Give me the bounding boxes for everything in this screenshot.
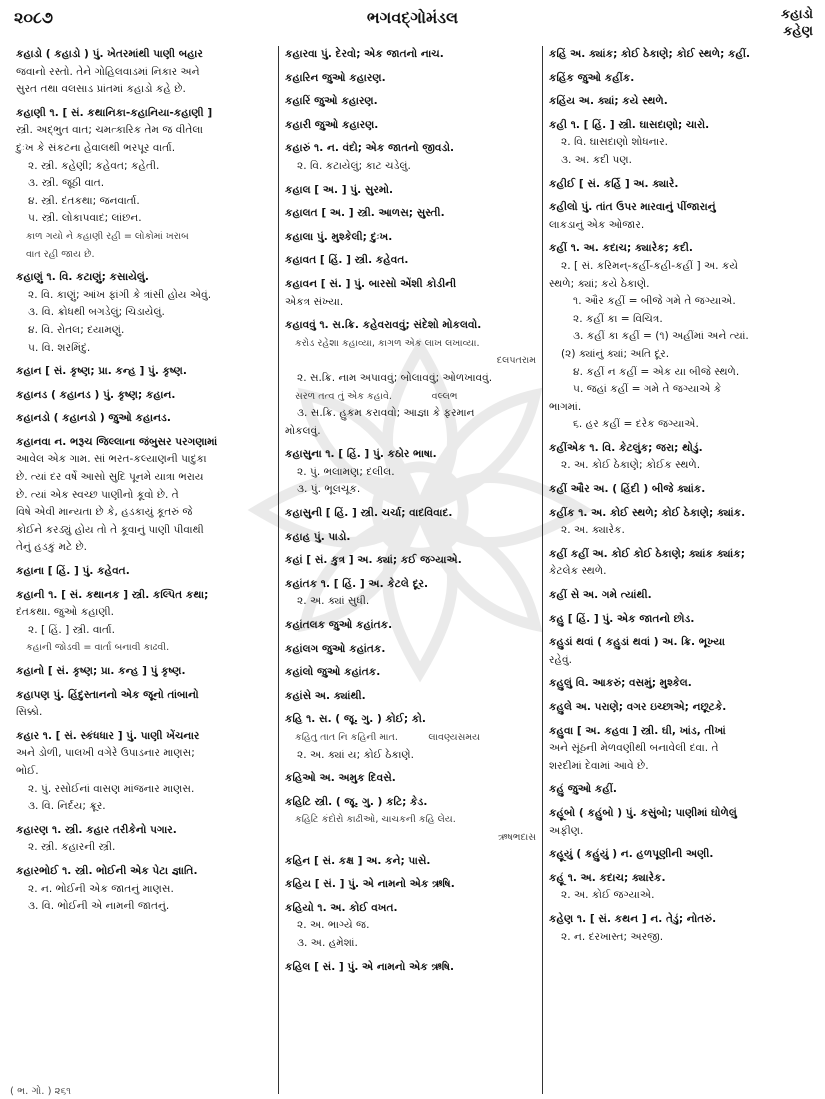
entry-headword-line: કહાસુની [ હિં. ] સ્ત્રી. ચર્ચા; વાદવિવાદ. bbox=[285, 507, 453, 520]
entry-headword-line: કહાનડ ( કહાનડ ) પું. કૃષ્ણ; કહાન. bbox=[16, 388, 176, 401]
entry-headword-line: કહૂંબો ( કહુંબો ) પું. કસુંબો; પાણીમાં ઘોળેલું bbox=[549, 806, 737, 819]
entry-headword-line: કહાહ પું. પાડો. bbox=[285, 530, 351, 543]
column-2 bbox=[278, 46, 542, 1094]
entry-headword-line: કહુલું વિ. આકરું; વસમું; મુશ્કેલ. bbox=[549, 677, 692, 690]
entry-line: તેનું હડકું મટે છે. bbox=[16, 541, 88, 554]
entry-line: ૨. પું. રસોઈનાં વાસણ માંજનાર માણસ. bbox=[28, 782, 195, 795]
entry-headword-line: કહાંતક ૧. [ હિં. ] અ. કેટલે દૂર. bbox=[285, 577, 429, 590]
dictionary-entry bbox=[549, 805, 809, 840]
dictionary-entry bbox=[16, 563, 272, 581]
entry-headword-line: કહાવન [ સં. ] પું. બારસો એંશી કોડીની bbox=[285, 277, 457, 290]
entry-headword-line: કહાનવા ન. ભરૂચ જિલ્લાના જંબુસર પરગણામાં bbox=[16, 435, 218, 448]
entry-headword-line: કહારી જુઓ કહારણ. bbox=[285, 118, 379, 131]
dictionary-entry bbox=[16, 410, 272, 428]
entry-headword-line: કહાસુના ૧. [ હિં. ] પું. કઠોર ભાષા. bbox=[285, 448, 437, 461]
dictionary-entry bbox=[285, 93, 536, 111]
dictionary-entry bbox=[549, 70, 809, 88]
dictionary-entry bbox=[285, 446, 536, 499]
dictionary-entry bbox=[549, 870, 809, 905]
page-footer: ( ભ. ગો. ) ૨૬૧ bbox=[10, 1086, 72, 1097]
entry-line: ૩. પું. ભૂલચૂક. bbox=[297, 483, 361, 496]
entry-headword-line: કહાવત [ હિં. ] સ્ત્રી. કહેવત. bbox=[285, 254, 409, 267]
entry-line: (૨) ક્યાંનું ક્યાં; અતિ દૂર. bbox=[561, 347, 670, 360]
entry-line: અને સૂંઠની મેળવણીથી બનાવેલી દવા. તે bbox=[549, 742, 719, 755]
entry-line: ૩. સ્ત્રી. જૂઠી વાત. bbox=[28, 177, 105, 190]
entry-headword-line: કહિ ૧. સ. ( જૂ. ગુ. ) કોઈ; કો. bbox=[285, 713, 426, 726]
entry-line: છે. ત્યાં દર વર્ષે આસો સુદિ પૂનમે યાત્રા ભરાય bbox=[16, 471, 204, 484]
dictionary-entry bbox=[549, 723, 809, 776]
entry-line: સરળ તત્વ તું એક કહાવે. વલ્લભ bbox=[295, 390, 458, 402]
entry-line: ૩. સ.ક્રિ. હુકમ કરાવવો; આજ્ઞા કે ફરમાન bbox=[297, 407, 475, 420]
entry-headword-line: કહીંએક ૧. વિ. કેટલુંક; જરા; થોડું. bbox=[549, 441, 703, 454]
entry-headword-line: કહાંતલક જુઓ કહાંતક. bbox=[285, 619, 393, 632]
entry-line: ૪. સ્ત્રી. દંતકથા; જનવાર્તા. bbox=[28, 194, 140, 207]
dictionary-entry bbox=[285, 317, 536, 440]
dictionary-entry bbox=[549, 199, 809, 234]
entry-headword-line: કહારિં જુઓ કહારણ. bbox=[285, 95, 378, 108]
entry-line: રહેવું. bbox=[549, 653, 572, 666]
page-number: ૨૦૮૭ bbox=[14, 8, 53, 27]
entry-headword-line: કહાનો [ સં. કૃષ્ણ; પ્રા. કન્હ ] પું કૃષ્ણ. bbox=[16, 665, 186, 677]
entry-headword-line: કહીલો પું. તાંત ઉપર મારવાનું પીંજારાનું bbox=[549, 201, 716, 214]
entry-headword-line: કહિંક જુઓ કહીંક. bbox=[549, 71, 635, 84]
column-1 bbox=[10, 46, 278, 1094]
entry-line: દંતકથા. જુઓ કહાણી. bbox=[16, 606, 114, 619]
dictionary-entry bbox=[16, 387, 272, 405]
entry-line: ૨. કહીં કા = વિચિત્ર. bbox=[573, 312, 663, 325]
entry-line: દલપતરામ bbox=[496, 355, 536, 367]
entry-headword-line: કહાણી ૧. [ સં. કથાનિકા-કહાનિયા-કહાણી ] bbox=[16, 106, 213, 119]
entry-line: ભોઈ. bbox=[16, 764, 39, 777]
dictionary-entry bbox=[285, 182, 536, 200]
dictionary-entry bbox=[16, 587, 272, 657]
dictionary-entry bbox=[16, 269, 272, 357]
dictionary-entry bbox=[549, 481, 809, 499]
entry-line: કહાની જોડવી = વાર્તા બનાવી કાઢવી. bbox=[26, 642, 170, 654]
entry-line: ૩. વિ. ભોઈની એ નામની જાતનું. bbox=[28, 900, 170, 913]
entry-headword-line: કહુ [ હિં. ] પું. એક જાતનો છોડ. bbox=[549, 612, 695, 625]
dictionary-entry bbox=[285, 688, 536, 706]
entry-line: ૨. ન. ભોઈની એક જાતનું માણસ. bbox=[28, 882, 174, 895]
dictionary-entry bbox=[16, 663, 272, 681]
entry-headword-line: કહિય [ સં. ] પું. એ નામનો એક ઋષિ. bbox=[285, 878, 455, 891]
entry-line: ૩. અ. હમેશાં. bbox=[297, 936, 358, 949]
dictionary-entry bbox=[549, 46, 809, 64]
entry-headword-line: કહાનડો ( કહાનડો ) જુઓ કહાનડ. bbox=[16, 412, 171, 425]
entry-line: ૩. અ. કદી પણ. bbox=[561, 153, 632, 166]
dictionary-entry bbox=[549, 587, 809, 605]
entry-line: ૨. અ. ભાગ્યે જ. bbox=[297, 919, 370, 932]
entry-line: ૨. પું. ભલામણ; દલીલ. bbox=[297, 465, 395, 478]
dictionary-entry bbox=[285, 505, 536, 523]
dictionary-entry bbox=[285, 529, 536, 547]
entry-headword-line: કહાણું ૧. વિ. કટાણું; કસાયેલું. bbox=[16, 271, 149, 284]
dictionary-entry bbox=[549, 781, 809, 799]
dictionary-entry bbox=[285, 205, 536, 223]
entry-line: ૨. ન. દરખાસ્ત; અરજી. bbox=[561, 930, 664, 943]
entry-line: કાળ ગયો ને કહાણી રહી = લોકોમાં ખરાબ bbox=[26, 230, 189, 242]
entry-headword-line: કહીંક ૧. અ. કોઈ સ્થળે; કોઈ ઠેકાણે; ક્યાંક. bbox=[549, 506, 746, 519]
dictionary-columns bbox=[10, 46, 815, 1094]
dictionary-entry bbox=[285, 900, 536, 953]
entry-headword-line: કહાની ૧. [ સં. કથાનક ] સ્ત્રી. કલ્પિત કથા; bbox=[16, 588, 209, 601]
dictionary-entry bbox=[549, 911, 809, 946]
entry-line: ૨. સ્ત્રી. કહારની સ્ત્રી. bbox=[28, 841, 116, 854]
dictionary-entry bbox=[549, 675, 809, 693]
entry-line: કેટલેક સ્થળે. bbox=[549, 565, 607, 578]
entry-line: વાત રહી જાય છે. bbox=[26, 248, 95, 260]
dictionary-entry bbox=[285, 876, 536, 894]
entry-line: ૨. સ્ત્રી. કહેણી; કહેવત; કહેતી. bbox=[28, 159, 160, 172]
dictionary-entry bbox=[285, 229, 536, 247]
dictionary-entry bbox=[285, 711, 536, 764]
entry-line: ૫. જહાં કહીં = ગમે તે જગ્યાએ કે bbox=[573, 383, 722, 396]
dictionary-entry bbox=[285, 576, 536, 611]
entry-headword-line: કહિલ [ સં. ] પું. એ નામનો એક ઋષિ. bbox=[285, 960, 455, 973]
guide-word-first: કહાડો bbox=[781, 7, 813, 22]
entry-line: દુઃખ કે સંકટના હેવાલથી ભરપૂર વાર્તા. bbox=[16, 141, 176, 154]
entry-line: ૨. વિ. ઘાસદાણો શોધનાર. bbox=[561, 136, 669, 149]
entry-line: ૩. કહીં કા કહીં = (૧) અહીંમાં અને ત્યાં. bbox=[573, 330, 749, 343]
entry-line: ૬. હર કહીં = દરેક જગ્યાએ. bbox=[573, 418, 699, 431]
entry-headword-line: કહારું ૧. ન. વંદો; એક જાતનો જીવડો. bbox=[285, 142, 455, 155]
dictionary-entry bbox=[549, 93, 809, 111]
entry-headword-line: કહીં ઔર અ. ( હિંદી ) બીજે ક્યાંક. bbox=[549, 483, 706, 496]
entry-headword-line: કહુડાં થવાં ( કહુડાં થવાં ) અ. ક્રિ. ભૂખ્યા bbox=[549, 636, 725, 649]
dictionary-entry bbox=[549, 634, 809, 669]
entry-headword-line: કહાંલો જુઓ કહાંતક. bbox=[285, 666, 381, 679]
entry-line: સિક્કો. bbox=[16, 706, 43, 719]
entry-headword-line: કહારણ ૧. સ્ત્રી. કહાર તરીકેનો પગાર. bbox=[16, 823, 177, 836]
entry-line: ૨. અ. ક્યારેક. bbox=[561, 524, 625, 537]
entry-headword-line: કહિંય અ. ક્યાં; કયે સ્થળે. bbox=[549, 95, 668, 108]
dictionary-entry bbox=[16, 728, 272, 816]
entry-headword-line: કહાલત [ અ. ] સ્ત્રી. આળસ; સુસ્તી. bbox=[285, 207, 445, 220]
entry-line: ૨. અ. ક્યાં સુધી. bbox=[297, 595, 370, 608]
entry-line: કહિટિ કંદોરો કાઢીઓ, ચાચકની કહિ લેય. bbox=[295, 814, 456, 826]
entry-line: ૨. અ. કોઈ જગ્યાએ. bbox=[561, 889, 655, 902]
entry-line: ૨. અ. કોઈ ઠેકાણે; કોઈક સ્થળે. bbox=[561, 459, 701, 472]
entry-line: સુરત તથા વલસાડ પ્રાંતમાં કહાડો કહે છે. bbox=[16, 83, 186, 96]
entry-line: ૪. વિ. રોતલ; દયામણું. bbox=[28, 323, 125, 336]
entry-line: લાકડાનું એક ઓજાર. bbox=[549, 218, 645, 231]
entry-headword-line: કહારભોઈ ૧. સ્ત્રી. ભોઈની એક પેટા જ્ઞાતિ. bbox=[16, 864, 198, 877]
entry-headword-line: કહું જુઓ કહીં. bbox=[549, 783, 617, 796]
entry-line: મોકલવું. bbox=[285, 424, 321, 437]
entry-headword-line: કહિન [ સં. કક્ષ ] અ. કને; પાસે. bbox=[285, 854, 431, 867]
entry-line: ૨. વિ. કટાયેલું; કાટ ચડેલું. bbox=[297, 159, 411, 172]
entry-headword-line: કહૂં ૧. અ. કદાચ; ક્યારેક. bbox=[549, 871, 666, 884]
dictionary-entry bbox=[549, 240, 809, 434]
dictionary-entry bbox=[16, 363, 272, 381]
dictionary-entry bbox=[549, 176, 809, 194]
dictionary-entry bbox=[16, 46, 272, 99]
entry-line: ૨. [ સં. કરિમન્-કર્હી-કહી-કહીં ] અ. કયે bbox=[561, 259, 739, 272]
entry-headword-line: કહારિન જુઓ કહારણ. bbox=[285, 71, 386, 84]
entry-headword-line: કહાં [ સં. કુત્ર ] અ. ક્યાં; કઈ જગ્યાએ. bbox=[285, 554, 462, 567]
entry-headword-line: કહિં અ. ક્યાંક; કોઈ ઠેકાણે; કોઈ સ્થળે; કહીં. bbox=[549, 48, 751, 60]
dictionary-entry bbox=[549, 699, 809, 717]
entry-line: ૨. વિ. કાણું; આંખ ફાંગી કે ત્રાંસી હોય એવું. bbox=[28, 288, 212, 301]
dictionary-entry bbox=[285, 70, 536, 88]
entry-headword-line: કહુવા [ અ. કહવા ] સ્ત્રી. ઘી, ખાંડ, તીખાં bbox=[549, 724, 726, 737]
dictionary-entry bbox=[285, 794, 536, 847]
entry-line: આવેલ એક ગામ. સાં ભરત-કલ્યાણની પાદુકા bbox=[16, 453, 207, 466]
entry-line: ૨. અ. ક્યાં ય; કોઈ ઠેકાણે. bbox=[297, 748, 415, 761]
entry-line: ૧. ઔર કહીં = બીજે ગમે તે જગ્યાએ. bbox=[573, 295, 736, 308]
entry-line: એકત્ર સંખ્યા. bbox=[285, 295, 344, 308]
dictionary-entry bbox=[285, 641, 536, 659]
entry-headword-line: કહી ૧. [ હિં. ] સ્ત્રી. ઘાસદાણો; ચારો. bbox=[549, 118, 710, 131]
column-3 bbox=[542, 46, 815, 1094]
dictionary-entry bbox=[285, 117, 536, 135]
entry-headword-line: કહીઈ [ સં. કર્હિ ] અ. ક્યારે. bbox=[549, 177, 679, 190]
entry-headword-line: કહિઓ અ. અમુક દિવસે. bbox=[285, 772, 396, 785]
entry-line: ૨. [ હિં. ] સ્ત્રી. વાર્તા. bbox=[28, 623, 115, 636]
running-title: ભગવદ્ગોમંડલ bbox=[366, 8, 459, 27]
dictionary-entry bbox=[285, 46, 536, 64]
dictionary-entry bbox=[16, 105, 272, 263]
entry-line: ઋષભદાસ bbox=[498, 831, 536, 843]
entry-line: કરોડ રહેશા કહાવ્યા, કાગળ એક લાખ લખાવ્યા. bbox=[295, 337, 480, 349]
entry-headword-line: કહેણ ૧. [ સં. કથન ] ન. તેડું; નોતરું. bbox=[549, 912, 717, 925]
entry-headword-line: કહાલા પું. મુશ્કેલી; દુઃખ. bbox=[285, 230, 393, 243]
entry-line: ૩. વિ. નિર્દય; ક્રૂર. bbox=[28, 800, 106, 813]
entry-headword-line: કહિયો ૧. અ. કોઈ વખત. bbox=[285, 901, 398, 914]
dictionary-entry bbox=[285, 276, 536, 311]
entry-line: શરદીમાં દેવામાં આવે છે. bbox=[549, 759, 649, 772]
entry-line: ૫. સ્ત્રી. લોકાપવાદ; લાંછન. bbox=[28, 212, 142, 225]
entry-line: ૨. સ.ક્રિ. નામ અપાવવું; બોલાવવું; ઓળખાવવું. bbox=[297, 371, 493, 384]
entry-headword-line: કહાપણ પું. હિંદુસ્તાનનો એક જૂનો તાંબાનો bbox=[16, 688, 199, 701]
dictionary-entry bbox=[285, 140, 536, 175]
dictionary-entry bbox=[285, 664, 536, 682]
entry-headword-line: કહાડો ( કહાડો ) પું. ખેતરમાંથી પાણી બહાર bbox=[16, 48, 203, 60]
dictionary-entry bbox=[285, 252, 536, 270]
entry-headword-line: કહાંલગ જુઓ કહાંતક. bbox=[285, 642, 386, 655]
guide-word-last: કહેણ bbox=[783, 24, 813, 39]
entry-headword-line: કહાલ [ અ. ] પું. સુરમો. bbox=[285, 183, 394, 196]
entry-headword-line: કહાર ૧. [ સં. સ્કંધધાર ] પું. પાણી ખેંચનાર bbox=[16, 729, 200, 742]
dictionary-entry bbox=[16, 863, 272, 916]
entry-line: છે. ત્યાં એક સ્વચ્છ પાણીનો કૂવો છે. તે bbox=[16, 488, 179, 501]
entry-headword-line: કહાંસે અ. ક્યાંથી. bbox=[285, 689, 366, 702]
entry-line: સ્ત્રી. અદ્ભુત વાત; ચમત્કારિક તેમ જ વીતેલા bbox=[16, 124, 204, 137]
dictionary-entry bbox=[549, 440, 809, 475]
entry-line: ૪. કહીં ન કહીં = એક યા બીજે સ્થળે. bbox=[573, 365, 740, 378]
dictionary-entry bbox=[549, 117, 809, 170]
entry-line: કોઈને કરડ્યું હોય તો તે કૂવાનું પાણી પીવાથી bbox=[16, 523, 204, 536]
page-header bbox=[0, 0, 825, 42]
entry-headword-line: કહૂયું ( કહુંયું ) ન. હળપૂણીની અણી. bbox=[549, 848, 714, 861]
entry-line: જવાનો રસ્તો. તેને ગોહિલવાડમાં નિકાર અને bbox=[16, 65, 200, 78]
entry-headword-line: કહાના [ હિં. ] પું. કહેવત. bbox=[16, 565, 130, 578]
entry-headword-line: કહીં કહીં અ. કોઈ કોઈ ઠેકાણે; ક્યાંક ક્યાંક; bbox=[549, 547, 745, 560]
entry-headword-line: કહીં સે અ. ગમે ત્યાંથી. bbox=[549, 589, 652, 602]
entry-line: કહિતુ તાત નિ કહિની માત. લાવણ્યસમય bbox=[295, 732, 481, 743]
dictionary-entry bbox=[16, 822, 272, 857]
entry-line: વિષે એવી માન્યતા છે કે, હડકાયું કૂતરું જે bbox=[16, 506, 193, 519]
entry-headword-line: કહાવવું ૧. સ.ક્રિ. કહેવરાવવું; સંદેશો મોકલવો. bbox=[285, 319, 482, 332]
entry-headword-line: કહુલે અ. પરાણે; વગર ઇચ્છાએ; નછૂટકે. bbox=[549, 701, 727, 713]
entry-headword-line: કહારવા પું. દેરવો; એક જાતનો નાચ. bbox=[285, 48, 444, 60]
entry-line: અને ડોળી, પાલખી વગેરે ઉપાડનાર માણસ; bbox=[16, 747, 195, 760]
dictionary-entry bbox=[549, 846, 809, 864]
dictionary-entry bbox=[285, 552, 536, 570]
dictionary-entry bbox=[16, 687, 272, 722]
dictionary-entry bbox=[549, 546, 809, 581]
entry-headword-line: કહીં ૧. અ. કદાચ; ક્યારેક; કદી. bbox=[549, 242, 693, 255]
dictionary-entry bbox=[285, 617, 536, 635]
entry-line: સ્થળે; ક્યાં; કયે ઠેકાણે. bbox=[549, 277, 650, 290]
entry-headword-line: કહિટિ સ્ત્રી. ( જૂ. ગુ. ) કટિ; કેડ. bbox=[285, 795, 428, 808]
entry-line: ૫. વિ. શરમિંદું. bbox=[28, 341, 91, 354]
entry-line: અફીણ. bbox=[549, 824, 584, 837]
dictionary-entry bbox=[285, 770, 536, 788]
entry-line: ૩. વિ. ક્રોધથી બગડેલું; ચિડાયેલું. bbox=[28, 306, 165, 319]
dictionary-entry bbox=[285, 853, 536, 871]
dictionary-entry bbox=[549, 505, 809, 540]
entry-line: ભાગમાં. bbox=[549, 400, 582, 413]
entry-headword-line: કહાન [ સં. કૃષ્ણ; પ્રા. કન્હ ] પું. કૃષ્ણ. bbox=[16, 365, 187, 378]
dictionary-entry bbox=[16, 434, 272, 557]
dictionary-entry bbox=[549, 611, 809, 629]
dictionary-entry bbox=[285, 959, 536, 977]
guide-words bbox=[781, 6, 813, 40]
